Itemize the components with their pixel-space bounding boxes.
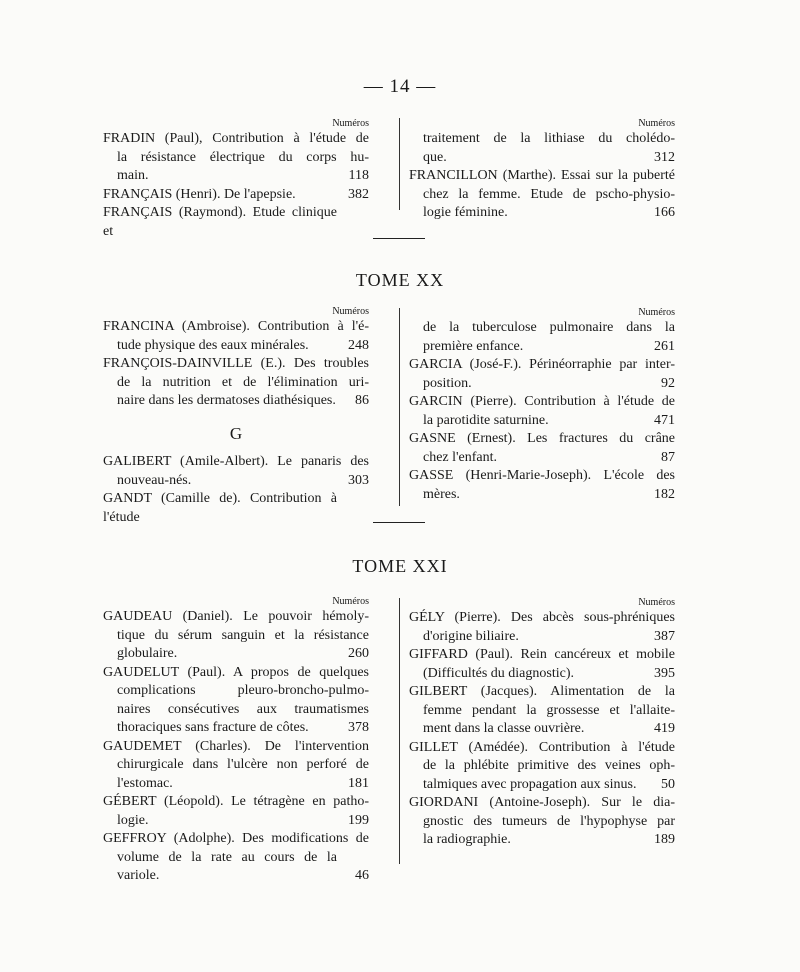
section-letter: G (229, 423, 243, 443)
column-divider (399, 598, 400, 864)
entry-line: de la phlébite primitive des veines oph- (423, 758, 675, 773)
entry-line: GARCIA (José-F.). Périnéorraphie par inter- (409, 357, 675, 372)
entry-number: 303 (348, 472, 369, 488)
entry-line: logie féminine. (423, 205, 508, 220)
entry-line: GEFFROY (Adolphe). Des modifications de (103, 831, 369, 846)
index-entry (409, 393, 675, 430)
entry-number: 395 (654, 665, 675, 681)
index-entry (409, 646, 675, 683)
entry-list (409, 130, 675, 223)
entry-line: GANDT (Camille de). Contribution à l'étude (103, 491, 337, 525)
entry-line: FRADIN (Paul), Contribution à l'étude de (103, 131, 369, 146)
entry-number: 92 (661, 375, 675, 391)
index-entry (409, 739, 675, 795)
entry-line: GIORDANI (Antoine-Joseph). Sur le dia- (409, 795, 675, 810)
column-divider (399, 308, 400, 506)
page-number: — 14 — (363, 76, 437, 97)
entry-list (103, 318, 369, 411)
entry-line: nouveau-nés. (117, 472, 192, 488)
entry-list (103, 453, 369, 527)
entry-line: GASSE (Henri-Marie-Joseph). L'école des (409, 468, 675, 483)
tome-xx-title: TOME XX (355, 270, 445, 290)
index-entry (103, 830, 369, 886)
entry-line: GIFFARD (Paul). Rein cancéreux et mobile (409, 647, 675, 662)
entry-line: de la nutrition et de l'élimination uri- (117, 374, 369, 390)
index-entry (103, 664, 369, 738)
index-entry (409, 356, 675, 393)
entry-number: 86 (355, 393, 369, 408)
index-entry (103, 318, 369, 355)
entry-list (409, 319, 675, 504)
entry-line: tude physique des eaux minérales. (117, 337, 309, 353)
entry-number: 378 (348, 720, 369, 735)
index-entry (409, 609, 675, 646)
entry-list (409, 609, 675, 850)
entry-line: ment dans la classe ouvrière. (423, 721, 585, 736)
entry-line: la parotidite saturnine. (423, 412, 549, 428)
numeros-header: Numéros (638, 597, 675, 608)
entry-line: FRANÇAIS (Henri). De l'apepsie. (103, 186, 296, 202)
tome-xxi-title: TOME XXI (352, 556, 448, 576)
numeros-header: Numéros (638, 307, 675, 318)
entry-line: GASNE (Ernest). Les fractures du crâne (409, 431, 675, 446)
entry-number: 248 (348, 337, 369, 353)
entry-number: 50 (661, 776, 675, 792)
entry-number: 166 (654, 205, 675, 220)
tome-xx-left-column (103, 306, 369, 527)
entry-number: 471 (654, 412, 675, 428)
entry-line: naires consécutives aux traumatismes (117, 701, 369, 717)
index-entry (409, 130, 675, 167)
entry-line: FRANCINA (Ambroise). Contribution à l'é- (103, 319, 369, 334)
entry-line: que. (423, 149, 447, 165)
entry-number: 382 (348, 186, 369, 202)
entry-line: globulaire. (117, 646, 178, 661)
entry-line: volume de la rate au cours de la variole. (117, 849, 337, 883)
entry-line: FRANÇAIS (Raymond). Etude clinique et (103, 205, 337, 239)
entry-line: chirurgicale dans l'ulcère non perforé de (117, 757, 369, 772)
entry-line: mères. (423, 486, 460, 502)
tome-xx-right-column (409, 307, 675, 504)
entry-line: la résistance électrique du corps hu- (117, 149, 369, 165)
entry-line: GARCIN (Pierre). Contribution à l'étude de (409, 394, 675, 409)
section-rule (373, 522, 425, 523)
entry-line: chez la femme. Etude de pscho-physio- (423, 186, 675, 202)
top-left-column (103, 118, 369, 241)
entry-number: 312 (654, 149, 675, 165)
numeros-header: Numéros (332, 118, 369, 129)
entry-line: GILBERT (Jacques). Alimentation de la (409, 684, 675, 699)
entry-number: 189 (654, 832, 675, 847)
entry-number: 261 (654, 338, 675, 354)
entry-line: logie. (117, 812, 149, 828)
entry-line: d'origine biliaire. (423, 628, 519, 644)
entry-line: première enfance. (423, 338, 524, 354)
index-entry (103, 186, 369, 205)
numeros-header: Numéros (638, 118, 675, 129)
entry-line: tique du sérum sanguin et la résistance (117, 627, 369, 643)
entry-line: l'estomac. (117, 775, 173, 791)
entry-line: traitement de la lithiase du cholédo- (423, 131, 675, 146)
entry-number: 199 (348, 812, 369, 828)
entry-line: GAUDELUT (Paul). A propos de quelques (103, 664, 369, 680)
entry-number: 118 (348, 168, 369, 183)
index-entry (409, 794, 675, 850)
entry-line: FRANCILLON (Marthe). Essai sur la puberté (409, 168, 675, 183)
numeros-header: Numéros (332, 596, 369, 607)
index-entry (409, 167, 675, 223)
index-entry (103, 738, 369, 794)
entry-line: de la tuberculose pulmonaire dans la (423, 320, 675, 335)
entry-number: 46 (355, 868, 369, 883)
index-entry (103, 453, 369, 490)
entry-number: 181 (348, 775, 369, 791)
entry-line: main. (117, 168, 149, 183)
index-entry (409, 319, 675, 356)
entry-line: naire dans les dermatoses diathésiques. (117, 393, 336, 408)
entry-line: FRANÇOIS-DAINVILLE (E.). Des troubles (103, 356, 369, 371)
entry-line: talmiques avec propagation aux sinus. (423, 776, 637, 792)
column-divider (399, 118, 400, 210)
entry-line: chez l'enfant. (423, 449, 498, 465)
index-entry (103, 130, 369, 186)
index-entry (103, 204, 369, 241)
entry-line: gnostic des tumeurs de l'hypophyse par (423, 813, 675, 829)
entry-line: GAUDEAU (Daniel). Le pouvoir hémoly- (103, 609, 369, 624)
entry-list (103, 608, 369, 886)
entry-number: 182 (654, 486, 675, 502)
entry-line: thoraciques sans fracture de côtes. (117, 720, 309, 735)
index-entry (103, 608, 369, 664)
tome-xxi-right-column (409, 597, 675, 850)
section-rule (373, 238, 425, 239)
entry-line: GÉLY (Pierre). Des abcès sous-phréniques (409, 610, 675, 625)
entry-number: 87 (661, 449, 675, 465)
entry-line: GAUDEMET (Charles). De l'intervention (103, 738, 369, 754)
entry-list (103, 130, 369, 241)
entry-number: 419 (654, 721, 675, 736)
index-entry (103, 793, 369, 830)
entry-number: 387 (654, 628, 675, 644)
numeros-header: Numéros (332, 306, 369, 317)
entry-line: GILLET (Amédée). Contribution à l'étude (409, 739, 675, 755)
entry-line: complications pleuro-broncho-pulmo- (117, 683, 369, 698)
index-entry (103, 355, 369, 411)
entry-line: GÉBERT (Léopold). Le tétragène en patho- (103, 794, 369, 809)
tome-xxi-left-column (103, 596, 369, 886)
index-entry (409, 467, 675, 504)
index-entry (409, 430, 675, 467)
entry-line: position. (423, 375, 472, 391)
entry-line: la radiographie. (423, 832, 511, 847)
index-entry (103, 490, 369, 527)
index-entry (409, 683, 675, 739)
entry-number: 260 (348, 646, 369, 661)
top-right-column (409, 118, 675, 223)
entry-line: (Difficultés du diagnostic). (423, 665, 574, 681)
entry-line: femme pendant la grossesse et l'allaite- (423, 702, 675, 718)
entry-line: GALIBERT (Amile-Albert). Le panaris des (103, 454, 369, 469)
